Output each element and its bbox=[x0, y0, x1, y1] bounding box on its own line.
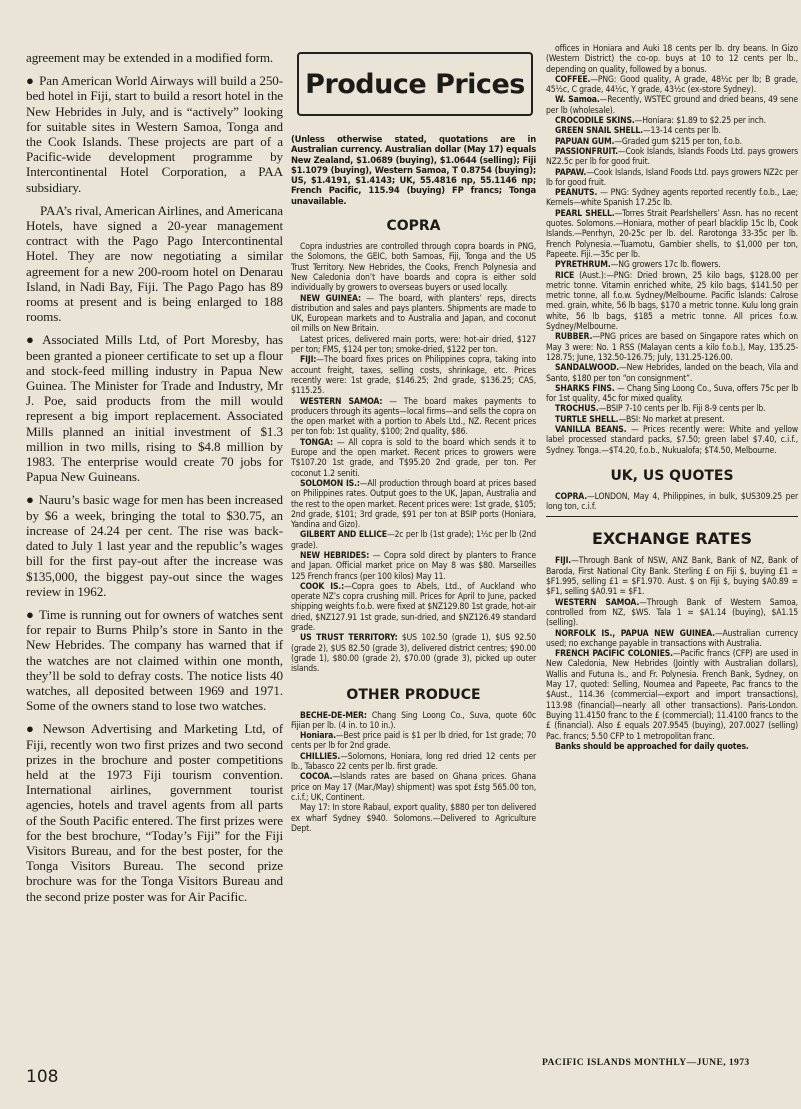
entry-text: — Copra sold direct by planters to France and Japan. Official market price on May 8 was $80. Marseilles 125 French francs (per 100 kilos) May 11. bbox=[291, 550, 536, 582]
uk-us-quotes-section bbox=[546, 492, 798, 513]
entry-text: —New Hebrides, landed on the beach, Vila and Santo, $180 per ton “on consignment”. bbox=[546, 363, 798, 384]
entry-lead: BECHE-DE-MER: bbox=[300, 710, 367, 721]
entry-text: — Prices recently were: White and yellow label processed standard packs, $7.50; green label $7.40, c.i.f., Sydney. Tonga.—$T4.20, f.o.b., Nukualofa; $T4.50, Melbourne. bbox=[546, 424, 798, 456]
entry-lead: PAPUAN GUM. bbox=[555, 136, 615, 147]
price-entry bbox=[546, 404, 798, 414]
entry-text: Banks should be approached for daily quotes. bbox=[555, 741, 749, 752]
news-text: Time is running out for owners of watches sent for repair to Burns Philp’s store in Santo in the New Hebrides. The company has warned that if the watches are not claimed within one month, they’ll be sold to defray costs. The notice lists 40 watches, all deposited between 1969 and 1971. Some of the owners stand to lose two watches. bbox=[26, 606, 283, 714]
entry-text: —PNG prices are based on Singapore rates which on May 3 were: No. 1 RSS (Malayan cents a kilo f.o.b.), May, 135.25-128.75; June, 132.50-126.75; July, 131.25-126.00. bbox=[546, 332, 798, 363]
price-entry bbox=[291, 438, 536, 479]
price-entry bbox=[546, 649, 798, 742]
price-entry bbox=[546, 126, 798, 136]
entry-text: —Islands rates are based on Ghana prices. Ghana price on May 17 (Mar./May) shipment) was spot £stg 565.00 ton, c.i.f.; UK, Continent. bbox=[291, 772, 536, 803]
publication-footer: PACIFIC ISLANDS MONTHLY—JUNE, 1973 bbox=[542, 1057, 750, 1068]
entry-lead: COCOA. bbox=[300, 772, 333, 783]
price-entry bbox=[291, 731, 536, 752]
entry-text: —The board fixes prices on Philippines copra, taking into account freight, taxes, selling costs, shrinkage, etc. Prices recently were: 1st grade, $146.25; 2nd grade, $136.25; CAS, $115.25. bbox=[291, 355, 536, 397]
price-entry bbox=[546, 332, 798, 363]
news-paragraph bbox=[26, 721, 283, 903]
entry-lead: TROCHUS. bbox=[555, 404, 599, 415]
entry-text: —Solomons, Honiara, long red dried 12 cents per lb., Tabasco 22 cents per lb. first grade. bbox=[291, 751, 536, 773]
entry-text: —LONDON, May 4, Philippines, in bulk, $US309.25 per long ton, c.i.f. bbox=[546, 491, 798, 513]
entry-text: —Through Bank of NSW, ANZ Bank, Bank of NZ, Bank of Baroda, First National City Bank. Sterling £ on Fiji $, buying £1 = $F1.995, selling £1 = $F1.970. Aust. $ on Fiji $, buying $A0.89 = $F1, selling $A0.91 = $F1. bbox=[546, 556, 798, 598]
price-entry bbox=[291, 397, 536, 438]
news-text: Newson Advertising and Marketing Ltd, of Fiji, recently won two first prizes and two second prizes in the brochure and poster competitions held at the 1973 Fiji tourism convention. International airlines, government tourist agencies, hotels and travel agents from all parts of the South Pacific entered. The first prizes were for the best brochure, “Today’s Fiji” for the Fiji Visitors Bureau, and for the best poster, for the Tonga Visitors Bureau. The second prize brochure was for the Tonga Visitors Bureau and the second prize poster was for Air Pacific. bbox=[26, 721, 283, 904]
entry-lead: SOLOMON IS.: bbox=[300, 478, 360, 489]
news-text: agreement may be extended in a modified form. bbox=[26, 50, 274, 65]
entry-lead: NEW GUINEA: bbox=[300, 293, 361, 304]
entry-text: — All copra is sold to the board which sends it to Europe and the open market. Recent prices to growers were T$107.20 1st grade, and T$95.20 2nd grade, per ton. Per coconut 1.2 seniti. bbox=[291, 437, 536, 479]
price-entry bbox=[291, 772, 536, 803]
entry-lead: VANILLA BEANS. bbox=[555, 424, 627, 435]
price-entry bbox=[546, 415, 798, 425]
price-entry bbox=[291, 752, 536, 773]
entry-lead: COFFEE. bbox=[555, 74, 591, 85]
section-divider bbox=[546, 516, 798, 517]
entry-text: —13-14 cents per lb. bbox=[642, 126, 721, 137]
price-entry bbox=[291, 633, 536, 674]
entry-lead: CROCODILE SKINS. bbox=[555, 116, 635, 127]
entry-text: —All production through board at prices based on Philippines rates. Output goes to the UK, Japan, Australia and the rest to the open market. Recent prices were: 1st grade, $105; 2nd grade, $101; 3rd grade, $91 per ton at BSIP ports (Honiara, Yandina and Gizo). bbox=[291, 478, 536, 531]
entry-lead: RICE bbox=[555, 270, 575, 281]
entry-lead: Honiara. bbox=[300, 731, 336, 742]
entry-text: —Torres Strait Pearlshellers’ Assn. has no recent quotes. Solomons.—Honiara, mother of pearl blacklip 15c lb, Cook Islands.—Penrhyn, 20-25c per lb. del. Rarotonga 33-35c per lb. French Polynesia.—Tuamotu, Gambier shells, to $1,000 per ton, Papeete. Fiji.—35c per lb. bbox=[546, 208, 798, 260]
price-entry bbox=[546, 147, 798, 168]
entry-text: —Cook Islands, Islands Foods Ltd. pays growers NZ2.5c per lb for good fruit. bbox=[546, 146, 798, 168]
produce-prices-column bbox=[291, 52, 536, 834]
entry-lead: COPRA. bbox=[555, 491, 588, 502]
copra-heading: COPRA bbox=[386, 218, 441, 235]
price-entry bbox=[546, 209, 798, 260]
entry-text: —Graded gum $215 per ton, f.o.b. bbox=[614, 136, 742, 147]
price-entry bbox=[546, 116, 798, 126]
price-entry bbox=[546, 188, 798, 209]
price-entry bbox=[291, 355, 536, 396]
price-entry bbox=[546, 556, 798, 597]
uk-us-quotes-heading: UK, US QUOTES bbox=[610, 467, 734, 484]
news-paragraph bbox=[26, 492, 283, 598]
price-entry bbox=[291, 530, 536, 551]
bullet-icon: ● bbox=[26, 73, 35, 89]
entry-text: —NG growers 17c lb. flowers. bbox=[610, 260, 721, 271]
bullet-icon: ● bbox=[26, 606, 35, 622]
entry-text: (Aust.):—PNG: Dried brown, 25 kilo bags, $128.00 per metric tonne. Vitamin enriched white, 25 kilo bags, $141.50 per metric tonne, all f.o.w. Sydney/Melbourne. Pacific Islands: Calrose med. grain, white, 56 lb bags, $170 a metric tonne. Kulu long grain white, 56 lb bags, $185 a metric tonne. All prices f.o.w. Sydney/Melbourne. bbox=[546, 270, 798, 333]
entry-text: Copra industries are controlled through copra boards in PNG, the Solomons, the GEIC, both Samoas, Fiji, Tonga and the US Trust Territory. New Hebrides, the Cooks, French Polynesia and New Caledonia don’t have boards and copra is either sold individually by growers to overseas buyers or used locally. bbox=[291, 242, 536, 294]
entry-text: —Australian currency used; no exchange payable in transactions with Australia. bbox=[546, 628, 799, 649]
price-entry bbox=[291, 294, 536, 335]
entry-text: — PNG: Sydney agents reported recently f.o.b., Lae; Kernels—white Spanish 17.25c lb. bbox=[546, 188, 798, 209]
entry-lead: FRENCH PACIFIC COLONIES. bbox=[555, 649, 673, 660]
price-entry bbox=[291, 582, 536, 633]
news-text: Associated Mills Ltd, of Port Moresby, has been granted a pioneer certificate to set up a flour and stock-feed milling industry in Papua New Guinea. The Minister for Trade and Industry, Mr J. Poe, said products from the mill would represent a big import replacement. Associated Mills planned an initial investment of $1.3 million in two mills, rising to $4.8 million by 1983. The enterprise would create 70 jobs for Papua New Guineans. bbox=[26, 332, 283, 485]
price-entry bbox=[546, 598, 798, 629]
bullet-icon: ● bbox=[26, 492, 34, 508]
entry-lead: W. Samoa. bbox=[555, 95, 600, 106]
news-text: PAA’s rival, American Airlines, and Americana Hotels, have signed a 20-year management contract with the Pago Pago Intercontinental Hotel. They are now negotiating a similar agreement for a new 200-room hotel on Denarau Island, in Nadi Bay, Fiji. The Pago Pago has 89 rooms at present and is being enlarged to 188 rooms. bbox=[26, 202, 283, 325]
price-entry bbox=[546, 425, 798, 456]
entry-text: —PNG: Good quality, A grade, 48½c per lb; B grade, 45½c, C grade, 44½c, Y grade, 43½c (ex-store Sydney). bbox=[546, 74, 798, 96]
exchange-rates-section bbox=[546, 556, 798, 752]
bullet-icon: ● bbox=[26, 332, 38, 348]
entry-text: offices in Honiara and Auki 18 cents per lb. dry beans. In Gizo (Western District) the co-op. buys at 10 to 12 cents per lb., depending on quality, followed by a bonus. bbox=[546, 44, 798, 75]
price-entry bbox=[546, 271, 798, 333]
copra-section bbox=[291, 242, 536, 674]
exchange-rates-heading: EXCHANGE RATES bbox=[591, 529, 753, 549]
entry-text: —Pacific francs (CFP) are used in New Caledonia, New Hebrides (Jointly with Australian dollars), Wallis and Futuna Is., and Fr. Polynesia. French Bank, Sydney, on May 17, quoted: Selling, Noumea and Papeete, Pac francs to the $Aust., 114.36 (commercial—export and import transactions), 113.98 (financial)—nearly all other transactions). Paris-London. Buying 11.4150 franc to the £ (commercial); 11.4100 francs to the £ (financial). Also £ equals 207.9545 (buying), 207.0027 (selling) Pac. francs; 5.50 CFP to 1 metropolitan franc. bbox=[546, 649, 798, 742]
price-entry bbox=[291, 551, 536, 582]
entry-text: —Recently, WSTEC ground and dried beans, 49 sene per lb (wholesale). bbox=[546, 95, 799, 116]
entry-text: — Chang Sing Loong Co., Suva, offers 75c per lb for 1st quality, 45c for mixed quality. bbox=[546, 383, 798, 405]
entry-text: —Best price paid is $1 per lb dried, for 1st grade; 70 cents per lb for 2nd grade. bbox=[291, 731, 536, 752]
entry-lead: COOK IS.: bbox=[300, 581, 345, 592]
price-entry bbox=[291, 711, 536, 732]
entry-text: —BSI: No market at present. bbox=[618, 414, 725, 425]
price-entry bbox=[546, 492, 798, 513]
other-produce-continued bbox=[546, 44, 798, 456]
entry-lead: CHILLIES. bbox=[300, 751, 341, 762]
entry-text: Chang Sing Loong Co., Suva, quote 60c Fijian per lb. (4 in. to 10 in.). bbox=[291, 710, 536, 731]
entry-text: —Honiara: $1.89 to $2.25 per inch. bbox=[634, 116, 766, 127]
other-produce-heading: OTHER PRODUCE bbox=[346, 686, 481, 703]
entry-text: —2c per lb (1st grade); 1½c per lb (2nd grade). bbox=[291, 530, 537, 551]
entry-lead: GILBERT AND ELLICE bbox=[300, 530, 387, 541]
news-text: Pan American World Airways will build a 250-bed hotel in Fiji, start to build a resort hotel in the New Hebrides in July, and is “actively” looking for suitable sites in Western Samoa, Tonga and the Cook Islands. These projects are part of a Pacific-wide development programme by Intercontinental Hotel Corporation, a PAA subsidiary. bbox=[26, 73, 283, 195]
price-entry bbox=[546, 44, 798, 75]
currency-note: (Unless otherwise stated, quotations are in Australian currency. Australian dollar (May 17) equals New Zealand, $1.0689 (buying), $1.0644 (selling); Fiji $1.1079 (buying), Western Samoa, T 0.8754 (buying); US, $1.4191, $1.4143; UK, 55.4816 np, 55.1146 np; French Pacific, 115.94 (buying) FP francs; Tonga unavailable. bbox=[291, 134, 536, 206]
entry-text: —BSIP 7-10 cents per lb. Fiji 8-9 cents per lb. bbox=[598, 404, 766, 415]
entry-text: —Cook Islands, Island Foods Ltd. pays growers NZ2c per lb for good fruit. bbox=[546, 167, 798, 188]
page-title: Produce Prices bbox=[297, 52, 533, 116]
entry-lead: TONGA: bbox=[300, 437, 333, 448]
price-entry bbox=[546, 629, 798, 650]
price-entry bbox=[546, 168, 798, 189]
news-paragraph bbox=[26, 73, 283, 195]
entry-lead: RUBBER. bbox=[555, 332, 593, 343]
entry-lead: SHARKS FINS. bbox=[555, 383, 615, 394]
entry-text: May 17: In store Rabaul, export quality, $880 per ton delivered ex wharf Sydney $940. Solomons.—Delivered to Agriculture Dept. bbox=[291, 803, 536, 834]
price-entry bbox=[546, 363, 798, 384]
news-paragraph bbox=[26, 50, 283, 65]
entry-lead: PEANUTS. bbox=[555, 188, 598, 199]
price-entry bbox=[546, 137, 798, 147]
entry-text: —Copra goes to Abels, Ltd., of Auckland who operate NZ’s copra crushing mill. Prices for April to June, packed shipping weights f.o.b. were fixed at $NZ129.80 1st grade, hot-air dried, $NZ127.91 1st grade, sun-dried, and $NZ126.49 standard grade. bbox=[291, 581, 537, 634]
price-entry bbox=[546, 95, 798, 116]
price-entry bbox=[546, 742, 798, 752]
price-entry bbox=[546, 384, 798, 405]
entry-lead: SANDALWOOD. bbox=[555, 363, 620, 374]
bullet-icon: ● bbox=[26, 721, 38, 737]
entry-lead: PEARL SHELL. bbox=[555, 208, 615, 219]
price-entry bbox=[291, 803, 536, 834]
news-column bbox=[26, 50, 283, 912]
price-entry bbox=[546, 75, 798, 96]
other-produce-section bbox=[291, 711, 536, 835]
entry-lead: NORFOLK IS., PAPUA NEW GUINEA. bbox=[555, 628, 715, 639]
news-paragraph bbox=[26, 203, 283, 325]
entry-text: —Through Bank of Western Samoa, controlled from NZ, $WS. Tala 1 = $A1.14 (buying), $A1.15 (selling). bbox=[546, 597, 798, 629]
entry-lead: PAPAW. bbox=[555, 167, 587, 178]
page-number: 108 bbox=[26, 1067, 59, 1087]
entry-text: Latest prices, delivered main ports, were: hot-air dried, $127 per ton; FMS, $124 per ton; smoke-dried, $122 per ton. bbox=[291, 334, 536, 356]
entry-lead: FIJI: bbox=[300, 355, 317, 366]
entry-text: — The board, with planters’ reps, directs distribution and sales and pays planters. Shipments are made to UK, European markets and to Australia and Japan, and coconut oil mills on New Britain. bbox=[291, 293, 536, 335]
entry-lead: GREEN SNAIL SHELL. bbox=[555, 126, 643, 137]
entry-text: $US 102.50 (grade 1), $US 92.50 (grade 2), $US 82.50 (grade 3), delivered district centres; $90.00 (grade 1), $80.00 (grade 2), $70.00 (grade 3), picked up outer islands. bbox=[291, 633, 536, 675]
entry-lead: PYRETHRUM. bbox=[555, 260, 611, 271]
entry-text: — The board makes payments to producers through its agents—local firms—and sells the copra on the open market with a portion to Abels Ltd., NZ. Recent prices per ton fob: 1st quality, $100; 2nd quality, $86. bbox=[291, 396, 536, 438]
news-paragraph bbox=[26, 332, 283, 484]
entry-lead: FIJI. bbox=[555, 556, 572, 567]
entry-lead: WESTERN SAMOA. bbox=[555, 597, 640, 608]
entry-lead: NEW HEBRIDES: bbox=[300, 550, 370, 561]
produce-continued-column bbox=[546, 44, 798, 752]
price-entry bbox=[291, 479, 536, 530]
price-entry bbox=[546, 260, 798, 270]
price-entry bbox=[291, 335, 536, 356]
entry-lead: US TRUST TERRITORY: bbox=[300, 633, 398, 644]
entry-lead: TURTLE SHELL. bbox=[555, 414, 619, 425]
price-entry bbox=[291, 242, 536, 293]
entry-lead: PASSIONFRUIT. bbox=[555, 146, 618, 157]
news-paragraph bbox=[26, 607, 283, 713]
entry-lead: WESTERN SAMOA: bbox=[300, 396, 383, 407]
news-text: Nauru’s basic wage for men has been increased by $6 a week, bringing the total to $30.75, an increase of 24.24 per cent. The rise was back-dated to July 1 last year and the republic’s wages bill for the first pay-out after the increase was $135,000, the biggest pay-out since the wages review in 1962. bbox=[26, 492, 283, 599]
